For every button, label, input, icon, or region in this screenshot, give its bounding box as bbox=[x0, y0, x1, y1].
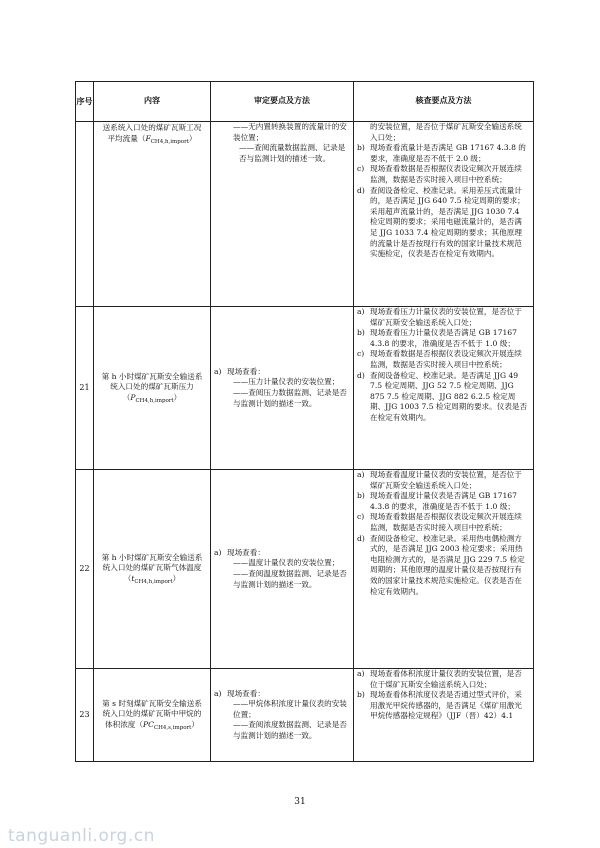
row-content: 第 h 小时煤矿瓦斯安全输送系统入口处的煤矿瓦斯气体温度$(t_{CH4,h,import})$ bbox=[94, 470, 211, 669]
check-item: c) 现场查看数据是否根据仪表设定频次开展连续监测，数据是否实时接入项目中控系统； bbox=[357, 349, 522, 369]
review-line: ——查阅温度数据监测、记录是否与监测计划的描述一致。 bbox=[233, 569, 347, 589]
check-item: b) 现场查看温度计量仪表是否满足 GB 17167 4.3.8 的要求，准确度是否不低于 1.0 级； bbox=[357, 491, 517, 511]
review-line: ——压力计量仪表的安装位置； bbox=[233, 377, 340, 387]
row-number: 21 bbox=[76, 307, 94, 470]
quantity-symbol: $(PC_{CH4,s,import})$ bbox=[135, 719, 199, 731]
check-method bbox=[354, 307, 534, 470]
table-row bbox=[76, 122, 534, 307]
check-item: b) 现场查看流量计是否满足 GB 17167 4.3.8 的要求，准确度是否不低于 2.0 级； bbox=[357, 143, 526, 163]
check-item: d) 查阅设备检定、校准记录。采用差压式流量计的，是否满足 JJG 640 7.5 检定周期的要求；采用超声流量计的，是否满足 JJG 1030 7.4 检定周期的要求；采用电磁流量计的，是否满足 JJG 1033 7.4 检定周期的要求；其他原理的流量计是否按现行有效的国家计量技术规范实施检定，仪表是否在检定有效期内。 bbox=[357, 185, 525, 259]
check-item: d) 查阅设备检定、校准记录。采用热电偶检测方式的，是否满足 JJG 2003 检定要求；采用热电阻检测方式的，是否满足 JJG 229 7.5 检定周期的；其他原理的温度计量仪是否按现行有效的国家计量技术规范实施检定。仪表是否在检定有效期内。 bbox=[357, 533, 525, 596]
check-item: 的安装位置，是否位于煤矿瓦斯安全输送系统入口处； bbox=[370, 122, 522, 142]
header-no: 序号 bbox=[76, 82, 94, 122]
review-line: ——温度计量仪表的安装位置； bbox=[233, 558, 340, 568]
review-line: ——查阅流量数据监测、记录是否与监测计划的描述一致。 bbox=[239, 143, 346, 163]
check-method bbox=[354, 669, 534, 762]
review-line: 现场查看： bbox=[227, 688, 265, 698]
review-line: ——无内置转换装置的流量计的安装位置； bbox=[233, 122, 347, 142]
content-text: 送系统入口处的煤矿瓦斯工况平均流量 bbox=[102, 123, 202, 143]
quantity-symbol: $(P_{CH4,h,import})$ bbox=[122, 392, 182, 404]
content-text: 第 h 小时煤矿瓦斯安全输送系统入口处的煤矿瓦斯气体温度（ bbox=[101, 552, 203, 583]
review-method: a) 现场查看： ——甲烷体积浓度计量仪表的安装位置； ——查阅浓度数据监测、记录是否与监测计划的描述一致。 bbox=[211, 669, 354, 762]
row-number: 23 bbox=[76, 669, 94, 762]
review-method: a) 现场查看： ——温度计量仪表的安装位置； ——查阅温度数据监测、记录是否与监测计划的描述一致。 bbox=[211, 470, 354, 669]
header-check: 核查要点及方法 bbox=[354, 82, 534, 122]
content-text: 第 s 时刻煤矿瓦斯安全输送系统入口处的煤矿瓦斯中甲烷的体积浓度 bbox=[102, 698, 202, 729]
check-item: a) 现场查看压力计量仪表的安装位置，是否位于煤矿瓦斯安全输送系统入口处； bbox=[357, 307, 522, 327]
check-item: d) 查阅设备检定、校准记录。是否满足 JJG 49 7.5 检定周期、JJG 52 7.5 检定周期、JJG 875 7.5 检定周期、JJG 882 6.2.5 检定周期、JJG 1003 7.5 检定周期的要求。仪表是否在检定有效期内。 bbox=[357, 370, 528, 422]
review-line: 现场查看： bbox=[227, 547, 265, 557]
quantity-symbol: $(F_{CH4,h,import})$ bbox=[137, 133, 197, 145]
page-number: 31 bbox=[294, 797, 306, 807]
row-content bbox=[94, 307, 211, 470]
header-content: 内容 bbox=[94, 82, 211, 122]
quantity-symbol: $t_{CH4,h,import}$ bbox=[131, 573, 173, 585]
check-item: c) 现场查看数据是否根据仪表设定频次开展连续监测，数据是否实时接入项目中控系统； bbox=[357, 164, 522, 184]
check-method bbox=[354, 122, 534, 307]
table-row bbox=[76, 669, 534, 762]
row-content bbox=[94, 669, 211, 762]
check-item: a) 现场查看温度计量仪表的安装位置，是否位于煤矿瓦斯安全输送系统入口处； bbox=[357, 470, 522, 490]
check-item: b) 现场查看压力计量仪表是否满足 GB 17167 4.3.8 的要求，准确度是否不低于 1.0 级； bbox=[357, 328, 517, 348]
content-text: 第 h 小时煤矿瓦斯安全输送系统入口处的煤矿瓦斯压力 bbox=[101, 371, 203, 392]
row-number bbox=[76, 122, 94, 307]
row-number: 22 bbox=[76, 470, 94, 669]
row-content bbox=[94, 122, 211, 307]
review-check-table bbox=[75, 81, 534, 762]
header-review: 审定要点及方法 bbox=[211, 82, 354, 122]
watermark: tanguanli.org.cn bbox=[8, 826, 155, 846]
review-line: ——查阅浓度数据监测、记录是否与监测计划的描述一致。 bbox=[233, 720, 347, 740]
table-row bbox=[76, 470, 534, 669]
table-header-row bbox=[76, 82, 534, 122]
check-item: c) 现场查看数据是否根据仪表设定频次开展连续监测，数据是否实时接入项目中控系统； bbox=[357, 512, 522, 532]
review-line: 现场查看： bbox=[227, 366, 265, 376]
table-row bbox=[76, 307, 534, 470]
review-line: ——甲烷体积浓度计量仪表的安装位置； bbox=[233, 699, 347, 719]
check-method bbox=[354, 470, 534, 669]
check-item: a) 现场查看体积浓度计量仪表的安装位置，是否位于煤矿瓦斯安全输送系统入口处； bbox=[357, 669, 522, 689]
check-item: b) 现场查看体积浓度仪表是否通过型式评价，采用激光甲烷传感器的，是否满足《煤矿用激光甲烷传感器检定规程》（JJF（晋）42）4.1 bbox=[357, 690, 522, 721]
review-method: a) 现场查看： ——压力计量仪表的安装位置； ——查阅压力数据监测、记录是否与监测计划的描述一致。 bbox=[211, 307, 354, 470]
review-line: ——查阅压力数据监测、记录是否与监测计划的描述一致。 bbox=[233, 388, 347, 408]
review-method bbox=[211, 122, 354, 307]
